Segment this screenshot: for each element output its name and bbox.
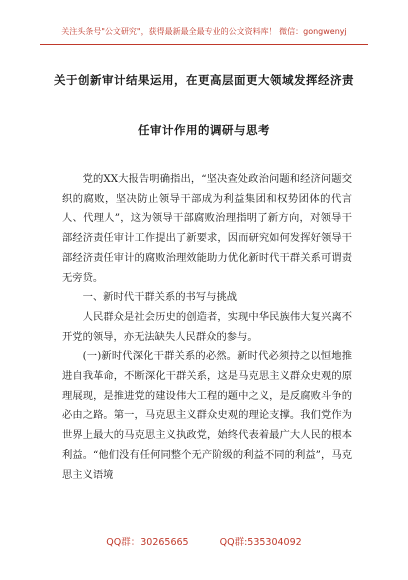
footer-qq-group-1: QQ群：30265665 [106,537,189,548]
page-header: 关注头条号"公文研究"，获得最新最全最专业的公文资料库！ 微信：gongwenyj [61,27,347,36]
document-title-line-1: 关于创新审计结果运用，在更高层面更大领域发挥经济责 [54,73,354,87]
document-title-line-2: 任审计作用的调研与思考 [138,123,270,137]
paragraph: 人民群众是社会历史的创造者，实现中华民族伟大复兴离不开党的领导，亦无法缺失人民群众的参与。 [62,310,352,343]
page-footer [0,534,408,548]
section-heading: 一、新时代干群关系的书写与挑战 [82,291,238,304]
footer-qq-group-2: QQ群:535304092 [219,537,302,548]
paragraph: 党的XX大报告明确指出，“坚决查处政治问题和经济问题交织的腐败，坚决防止领导干部成为利益集团和权势团体的代言人、代理人”，这为领导干部腐败治理指明了新方向，对领导干部经济责任审计工作提出了新要求，因而研究如何发挥好领导干部经济责任审计的腐败治理效能助力优化新时代干群关系可谓责无旁贷。 [62,173,352,284]
document-body [62,170,352,485]
header-divider [40,44,368,45]
paragraph: (一)新时代深化干群关系的必然。新时代必须持之以恒地推进自我革命，不断深化干群关系，这是马克思主义群众史观的原理展现，是推进党的建设伟大工程的题中之义，是反腐败斗争的必由之路。第一，马克思主义群众史观的理论支撑。我们党作为世界上最大的马克思主义执政党，始终代表着最广大人民的根本利益。“他们没有任何同整个无产阶级的利益不同的利益”，马克思主义语境 [62,350,352,481]
